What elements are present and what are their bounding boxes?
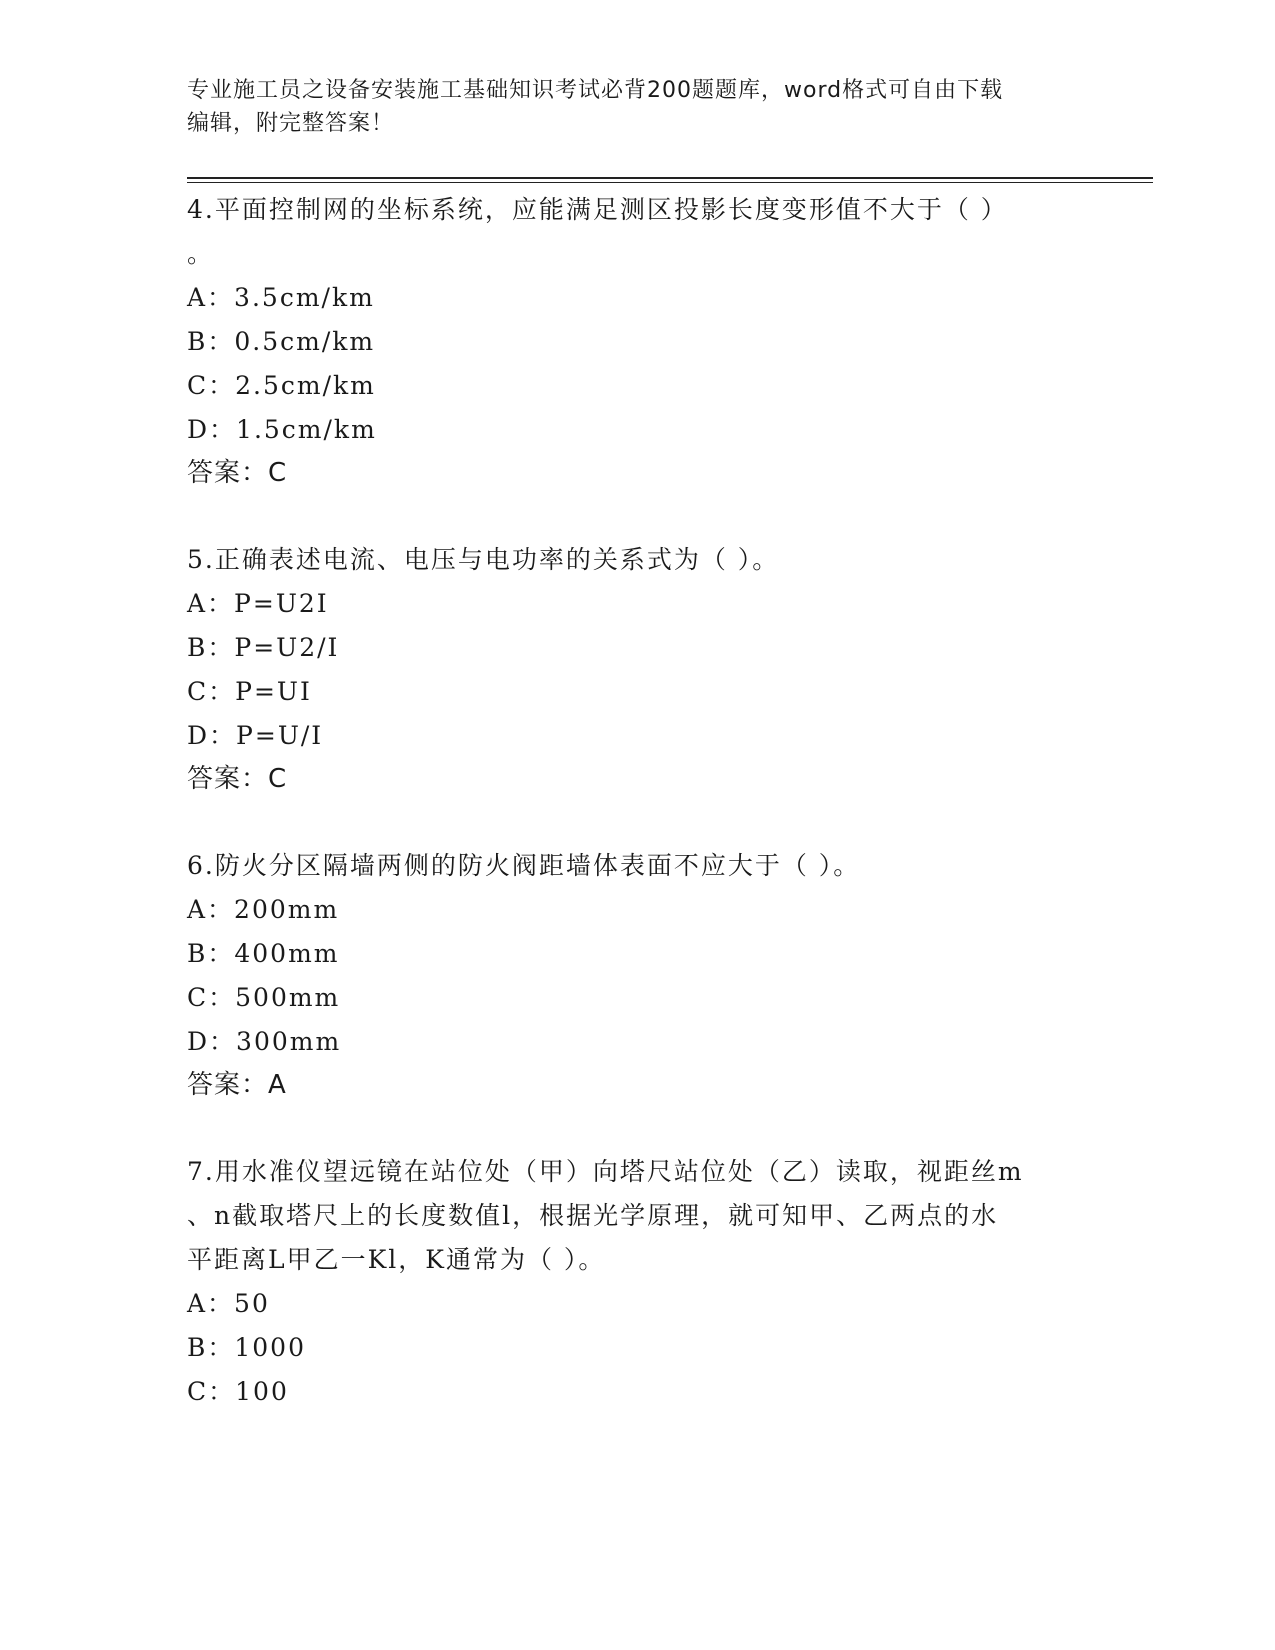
question-5-option-c: C：P=UI xyxy=(187,677,312,706)
question-4-line-1: 4.平面控制网的坐标系统，应能满足测区投影长度变形值不大于（ ） xyxy=(187,195,1008,224)
header-line-2: 编辑，附完整答案！ xyxy=(187,111,395,136)
question-4-option-d: D：1.5cm/km xyxy=(187,415,377,444)
question-6-option-b: B：400mm xyxy=(187,939,340,968)
question-7-line-3: 平距离L甲乙一Kl，K通常为（ ）。 xyxy=(187,1245,606,1274)
question-5-option-a: A：P=U2I xyxy=(187,589,329,618)
question-5-line-1: 5.正确表述电流、电压与电功率的关系式为（ ）。 xyxy=(187,545,780,574)
question-4-answer: 答案：C xyxy=(187,458,288,488)
question-7-option-a: A：50 xyxy=(187,1289,270,1318)
header-divider-thin xyxy=(187,182,1153,183)
question-4-option-c: C：2.5cm/km xyxy=(187,371,376,400)
question-6-option-c: C：500mm xyxy=(187,983,341,1012)
question-6-option-a: A：200mm xyxy=(187,895,340,924)
header-line-1: 专业施工员之设备安装施工基础知识考试必背200题题库，word格式可自由下载 xyxy=(187,78,1004,103)
question-6-option-d: D：300mm xyxy=(187,1027,342,1056)
question-7-option-c: C：100 xyxy=(187,1377,289,1406)
header-divider-thick xyxy=(187,177,1153,179)
question-4-line-2: 。 xyxy=(187,239,215,268)
question-7-line-2: 、n截取塔尺上的长度数值l，根据光学原理，就可知甲、乙两点的水 xyxy=(187,1201,999,1230)
question-4-option-a: A：3.5cm/km xyxy=(187,283,375,312)
question-7-option-b: B：1000 xyxy=(187,1333,306,1362)
question-5-option-b: B：P=U2/I xyxy=(187,633,340,662)
question-6-answer: 答案：A xyxy=(187,1070,287,1100)
question-7-line-1: 7.用水准仪望远镜在站位处（甲）向塔尺站位处（乙）读取，视距丝m xyxy=(187,1157,1024,1186)
question-4-option-b: B：0.5cm/km xyxy=(187,327,376,356)
document-header xyxy=(187,74,1087,140)
question-6-line-1: 6.防火分区隔墙两侧的防火阀距墙体表面不应大于（ ）。 xyxy=(187,851,861,880)
question-5-answer: 答案：C xyxy=(187,764,288,794)
question-5-option-d: D：P=U/I xyxy=(187,721,324,750)
